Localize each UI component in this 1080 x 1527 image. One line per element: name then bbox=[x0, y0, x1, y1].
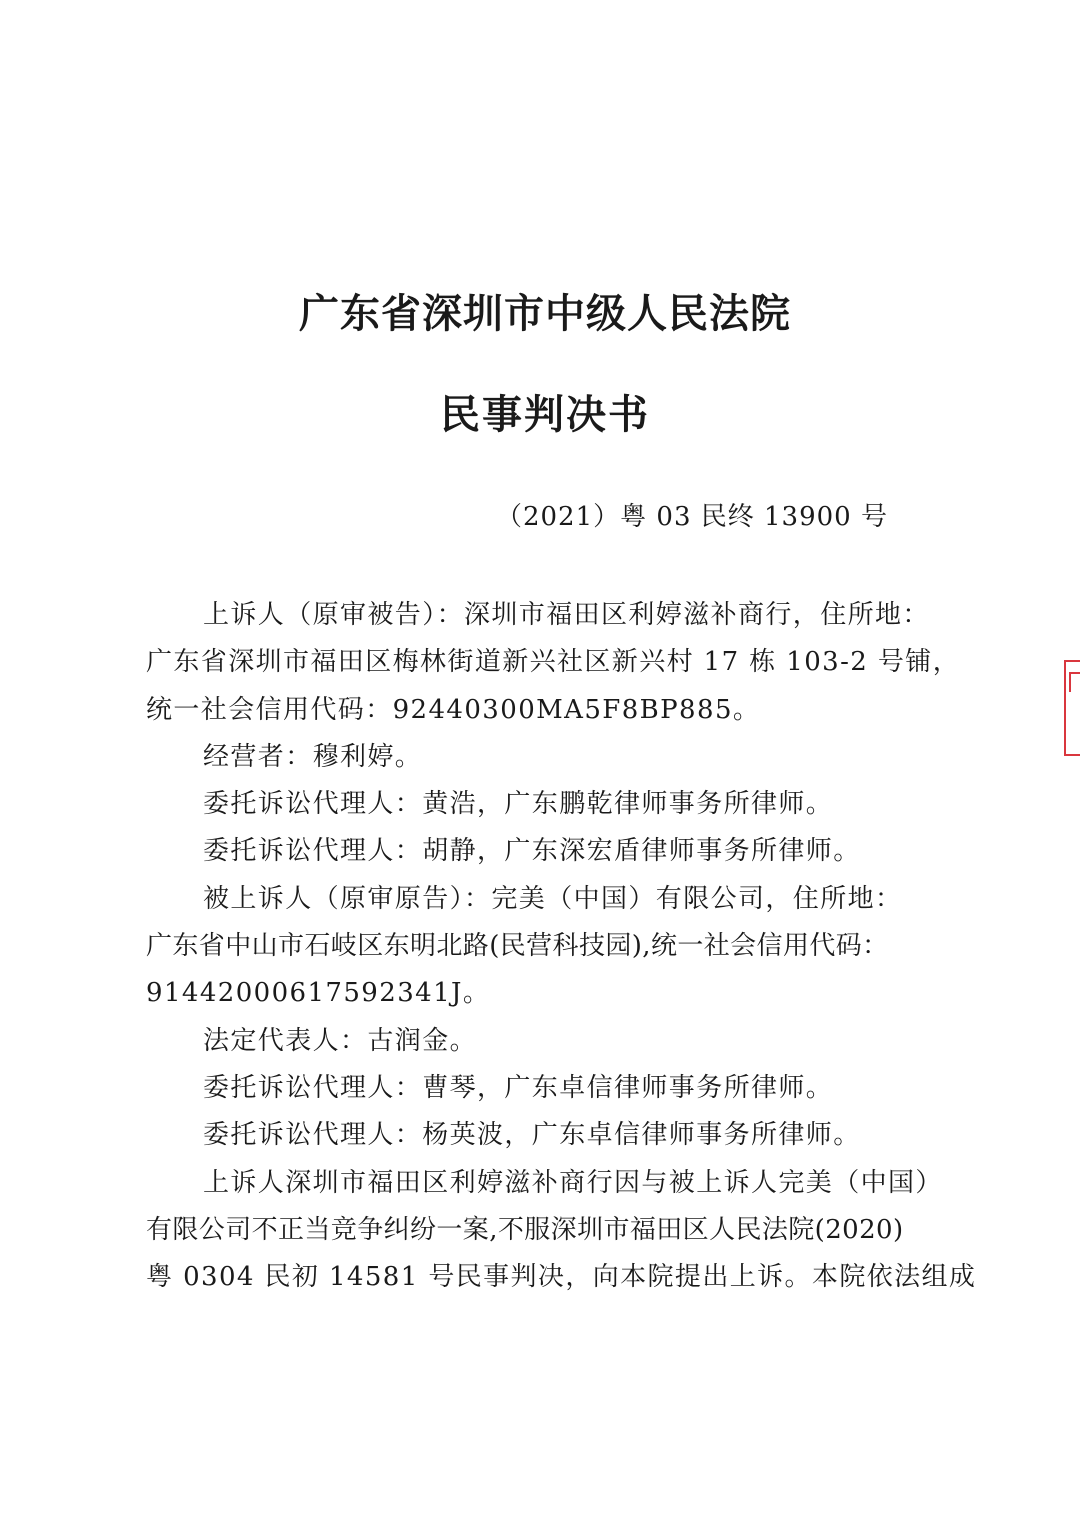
appellee-line: 被上诉人（原审原告）：完美（中国）有限公司，住所地： bbox=[203, 883, 903, 914]
case-summary-line-1: 上诉人深圳市福田区利婷滋补商行因与被上诉人完美（中国） bbox=[203, 1167, 943, 1198]
appellant-agent-1-line: 委托诉讼代理人：黄浩，广东鹏乾律师事务所律师。 bbox=[203, 789, 834, 820]
case-summary-line-2: 有限公司不正当竞争纠纷一案,不服深圳市福田区人民法院(2020) bbox=[146, 1214, 904, 1245]
appellant-operator-line: 经营者：穆利婷。 bbox=[203, 741, 423, 772]
appellee-agent-1-line: 委托诉讼代理人：曹琴，广东卓信律师事务所律师。 bbox=[203, 1072, 834, 1103]
seal-fragment-icon bbox=[1069, 672, 1080, 692]
appellee-address-line: 广东省中山市石岐区东明北路(民营科技园),统一社会信用代码： bbox=[146, 931, 889, 962]
appellant-line: 上诉人（原审被告）：深圳市福田区利婷滋补商行，住所地： bbox=[203, 600, 930, 630]
case-number: （2021）粤 03 民终 13900 号 bbox=[495, 502, 888, 532]
appellant-address-line: 广东省深圳市福田区梅林街道新兴社区新兴村 17 栋 103-2 号铺， bbox=[146, 647, 961, 678]
document-title: 民事判决书 bbox=[440, 391, 650, 438]
judgment-body bbox=[146, 592, 977, 1301]
appellee-agent-2-line: 委托诉讼代理人：杨英波，广东卓信律师事务所律师。 bbox=[203, 1120, 861, 1151]
appellee-representative-line: 法定代表人：古润金。 bbox=[203, 1025, 478, 1056]
case-summary-line-3: 粤 0304 民初 14581 号民事判决，向本院提出上诉。本院依法组成 bbox=[146, 1262, 977, 1293]
court-name: 广东省深圳市中级人民法院 bbox=[299, 290, 791, 337]
appellant-credit-code-line: 统一社会信用代码：92440300MA5F8BP885。 bbox=[146, 694, 761, 725]
appellant-agent-2-line: 委托诉讼代理人：胡静，广东深宏盾律师事务所律师。 bbox=[203, 836, 861, 867]
appellee-credit-code-line: 91442000617592341J。 bbox=[146, 978, 491, 1009]
seal-stamp-edge bbox=[1064, 660, 1080, 756]
